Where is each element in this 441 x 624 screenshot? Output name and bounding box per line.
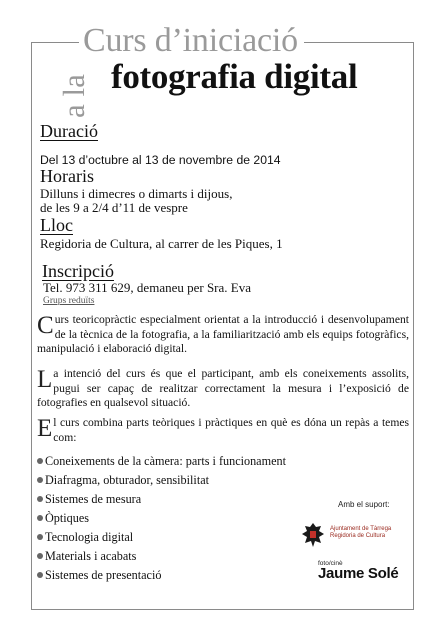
title-side-text: a la <box>56 74 91 118</box>
topic-item: Coneixements de la càmera: parts i funcionament <box>37 454 286 469</box>
heading-horaris: Horaris <box>40 166 94 186</box>
paragraph-text: l curs combina parts teòriques i pràctiques en què es dóna un repàs a temes com: <box>53 416 409 444</box>
heading-duracio: Duració <box>40 121 98 141</box>
title-line1: Curs d’iniciació <box>79 22 304 60</box>
photo-studio-name: Jaume Solé <box>318 565 399 582</box>
paragraph-topics-intro <box>37 416 409 445</box>
bullet-icon <box>37 458 43 464</box>
topic-item: Diafragma, obturador, sensibilitat <box>37 473 209 488</box>
drop-cap: C <box>37 312 54 339</box>
bullet-icon <box>37 477 43 483</box>
inscripcio-text: Tel. 973 311 629, demaneu per Sra. Eva <box>43 280 251 295</box>
paragraph-intro <box>37 313 409 357</box>
photo-studio-tag: foto/cinè <box>318 560 343 567</box>
title-main: fotografia digital <box>111 57 358 96</box>
topic-item: Materials i acabats <box>37 549 136 564</box>
bullet-icon <box>37 496 43 502</box>
heading-lloc: Lloc <box>40 215 73 235</box>
topic-item: Tecnologia digital <box>37 530 133 545</box>
heading-inscripcio: Inscripció <box>42 261 114 281</box>
grups-reduits-note: Grups reduïts <box>43 296 95 306</box>
duracio-text: Del 13 d’octubre al 13 de novembre de 2014 <box>40 153 281 167</box>
support-label: Amb el suport: <box>338 500 390 509</box>
bullet-icon <box>37 553 43 559</box>
horaris-line2: de les 9 a 2/4 d’11 de vespre <box>40 200 188 215</box>
paragraph-text: a intenció del curs és que el participant, amb els coneixements assolits, pugui ser capaç de realitzar correctament la mesura i l’exposició de fotografies en qualsevol situació. <box>37 367 409 410</box>
topic-item: Sistemes de mesura <box>37 492 141 507</box>
drop-cap: E <box>37 415 53 442</box>
bullet-icon <box>37 515 43 521</box>
bullet-icon <box>37 534 43 540</box>
lloc-text: Regidoria de Cultura, al carrer de les Piques, 1 <box>40 236 283 251</box>
drop-cap: L <box>37 366 53 393</box>
paragraph-aim <box>37 367 409 411</box>
ajuntament-crest-icon <box>300 522 326 553</box>
topic-item: Sistemes de presentació <box>37 568 161 583</box>
bullet-icon <box>37 572 43 578</box>
ajuntament-logo-text: Ajuntament de Tàrrega Regidoria de Cultura <box>330 526 392 539</box>
topic-item: Òptiques <box>37 511 89 526</box>
horaris-line1: Dilluns i dimecres o dimarts i dijous, <box>40 186 233 201</box>
paragraph-text: urs teoricopràctic especialment orientat a la introducció i desenvolupament de la tècnica de la fotografia, a la familiarització amb els equips fotogràfics, manipulació i elaboració digital. <box>37 313 409 356</box>
